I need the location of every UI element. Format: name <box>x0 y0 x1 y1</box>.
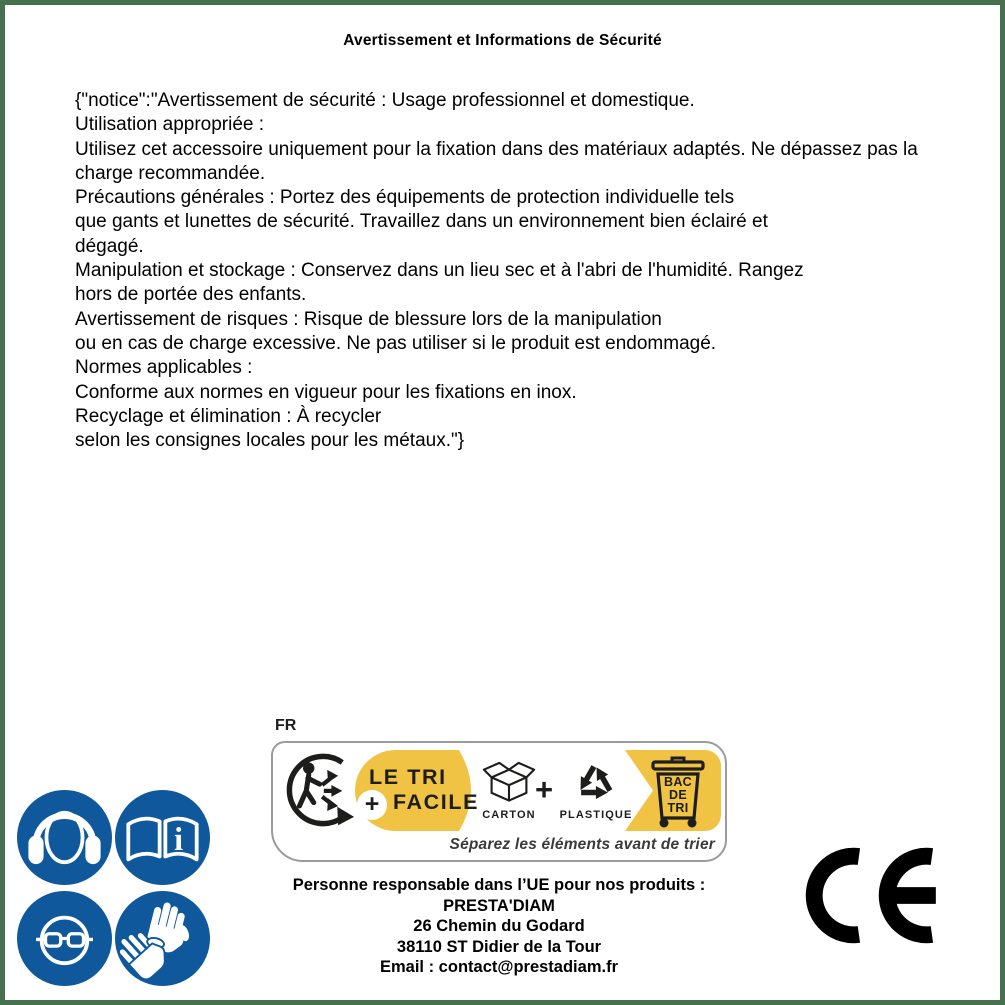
info-tri-label <box>271 741 727 862</box>
notice-line: ou en cas de charge excessive. Ne pas utiliser si le produit est endommagé. <box>75 332 717 354</box>
carton-label: CARTON <box>482 809 536 821</box>
headline-facile: FACILE <box>393 790 480 814</box>
notice-line: Utilisez cet accessoire uniquement pour la fixation dans des matériaux adaptés. Ne dépassez pas la <box>75 138 918 160</box>
notice-line: Avertissement de risques : Risque de blessure lors de la manipulation <box>75 308 662 330</box>
svg-text:i: i <box>174 820 184 857</box>
page-title: Avertissement et Informations de Sécurité <box>343 32 662 49</box>
responsible-line: Personne responsable dans l’UE pour nos produits : <box>292 876 706 894</box>
headline-le-tri: LE TRI <box>369 765 447 789</box>
notice-line: dégagé. <box>75 235 144 257</box>
address-city: 38110 ST Didier de la Tour <box>396 937 602 956</box>
plastique-label: PLASTIQUE <box>559 809 633 821</box>
read-instruction-manual-icon <box>115 790 210 885</box>
contact-email: Email : contact@prestadiam.fr <box>380 958 618 977</box>
sorting-footnote: Séparez les éléments avant de trier <box>449 836 715 853</box>
notice-line: Utilisation appropriée : <box>75 114 265 136</box>
recycling-triangle-icon <box>570 761 620 807</box>
wear-eye-protection-icon <box>17 891 112 986</box>
notice-text <box>75 89 918 453</box>
wear-protective-gloves-icon <box>115 891 210 986</box>
plus-separator: + <box>535 772 554 807</box>
triman-icon <box>281 748 365 832</box>
notice-line: selon les consignes locales pour les métaux."} <box>75 430 465 452</box>
notice-line: Recyclage et élimination : À recycler <box>75 405 382 427</box>
bin-label: BAC DE TRI <box>664 775 692 816</box>
address-street: 26 Chemin du Godard <box>413 917 585 936</box>
ce-mark-logo <box>802 845 948 946</box>
notice-line: hors de portée des enfants. <box>75 284 307 306</box>
notice-line: {"notice":"Avertissement de sécurité : Usage professionnel et domestique. <box>75 90 695 111</box>
notice-line: que gants et lunettes de sécurité. Travaillez dans un environnement bien éclairé et <box>75 211 768 233</box>
carton-box-icon <box>480 760 538 807</box>
plus-circle-icon: + <box>357 790 387 820</box>
country-code-label: FR <box>275 717 297 734</box>
responsible-person-block <box>249 875 749 978</box>
notice-line: Normes applicables : <box>75 357 253 379</box>
notice-line: charge recommandée. <box>75 162 266 184</box>
company-name: PRESTA'DIAM <box>443 896 555 915</box>
notice-line: Conforme aux normes en vigueur pour les fixations en inox. <box>75 381 577 403</box>
notice-line: Manipulation et stockage : Conservez dans un lieu sec et à l'abri de l'humidité. Rangez <box>75 260 804 282</box>
notice-line: Précautions générales : Portez des équipements de protection individuelle tels <box>75 187 735 209</box>
wear-ear-protection-icon <box>17 790 112 885</box>
sorting-bin-icon <box>650 754 706 832</box>
